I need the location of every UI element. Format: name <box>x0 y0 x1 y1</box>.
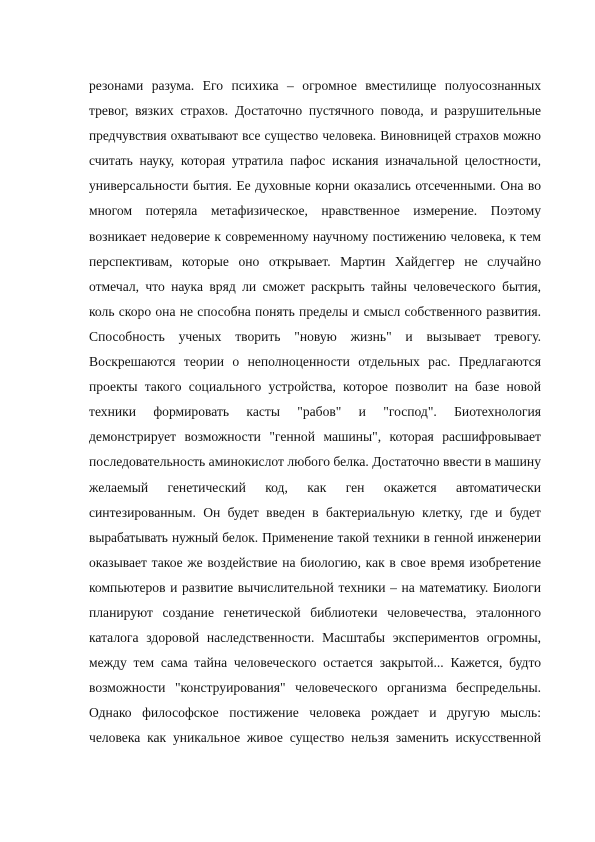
text-line-15: демонстрирует возможности "генной машины", которая расшифровывает <box>89 429 541 445</box>
body-text <box>89 73 541 751</box>
text-line-17: желаемый генетический код, как ген окажется автоматически <box>89 479 541 495</box>
text-line-11: Способность ученых творить "новую жизнь" и вызывает тревогу. <box>89 328 541 344</box>
text-line-21: компьютеров и развитие вычислительной техники – на математику. Биологи <box>89 579 541 595</box>
text-line-16: последовательность аминокислот любого белка. Достаточно ввести в машину <box>89 454 541 470</box>
text-line-13: проекты такого социального устройства, которое позволит на базе новой <box>89 379 541 395</box>
text-line-27: человека как уникальное живое существо нельзя заменить искусственной <box>89 730 541 746</box>
text-line-9: отмечал, что наука вряд ли сможет раскрыть тайны человеческого бытия, <box>89 278 541 294</box>
text-line-19: вырабатывать нужный белок. Применение такой техники в генной инженерии <box>89 529 541 545</box>
text-line-23: каталога здоровой наследственности. Масштабы экспериментов огромны, <box>89 630 541 646</box>
text-line-26: Однако философское постижение человека рождает и другую мысль: <box>89 705 541 721</box>
text-line-22: планируют создание генетической библиотеки человечества, эталонного <box>89 604 541 620</box>
text-line-18: синтезированным. Он будет введен в бактериальную клетку, где и будет <box>89 504 541 520</box>
text-line-8: перспективам, которые оно открывает. Мартин Хайдеггер не случайно <box>89 253 541 269</box>
text-line-6: многом потеряла метафизическое, нравственное измерение. Поэтому <box>89 203 541 219</box>
text-line-3: предчувствия охватывают все существо человека. Виновницей страхов можно <box>89 128 541 144</box>
text-line-7: возникает недоверие к современному научному постижению человека, к тем <box>89 228 541 244</box>
text-line-4: считать науку, которая утратила пафос искания изначальной целостности, <box>89 153 541 169</box>
text-line-5: универсальности бытия. Ее духовные корни оказались отсеченными. Она во <box>89 178 541 194</box>
text-line-20: оказывает такое же воздействие на биологию, как в свое время изобретение <box>89 554 541 570</box>
text-line-24: между тем сама тайна человеческого остается закрытой... Кажется, будто <box>89 655 541 671</box>
text-line-14: техники формировать касты "рабов" и "господ". Биотехнология <box>89 404 541 420</box>
text-line-25: возможности "конструирования" человеческого организма беспредельны. <box>89 680 541 696</box>
text-line-2: тревог, вязких страхов. Достаточно пустячного повода, и разрушительные <box>89 103 541 119</box>
text-line-12: Воскрешаются теории о неполноценности отдельных рас. Предлагаются <box>89 354 541 370</box>
text-line-1: резонами разума. Его психика – огромное вместилище полуосознанных <box>89 78 541 93</box>
text-line-10: коль скоро она не способна понять пределы и смысл собственного развития. <box>89 303 541 319</box>
